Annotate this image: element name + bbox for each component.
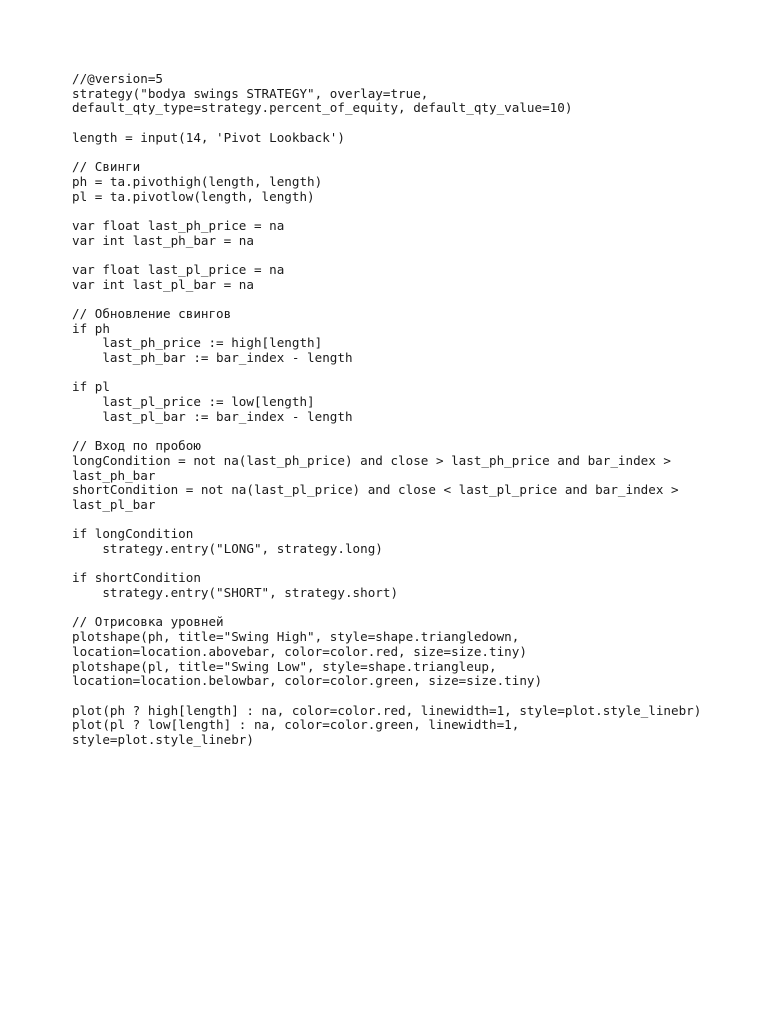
blank-line (72, 366, 712, 381)
code-line: // Свинги (72, 159, 141, 175)
code-line: last_pl_bar := bar_index - length (72, 408, 353, 424)
code-line: last_ph_price := high[length] (72, 335, 323, 351)
blank-line (72, 248, 712, 263)
code-line: // Отрисовка уровней (72, 614, 224, 630)
code-line: shortCondition = not na(last_pl_price) and close < last_pl_price and bar_index > (72, 482, 679, 498)
blank-line (72, 425, 712, 440)
code-line: plot(pl ? low[length] : na, color=color.green, linewidth=1, (72, 717, 520, 733)
code-line: length = input(14, 'Pivot Lookback') (72, 129, 345, 145)
code-line: strategy.entry("SHORT", strategy.short) (72, 585, 399, 601)
code-line: location=location.belowbar, color=color.green, size=size.tiny) (72, 673, 543, 689)
blank-line (72, 145, 712, 160)
code-line: strategy.entry("LONG", strategy.long) (72, 541, 383, 556)
blank-line (72, 557, 712, 572)
code-line: location=location.abovebar, color=color.red, size=size.tiny) (72, 643, 527, 659)
code-line: if pl (72, 379, 110, 395)
code-line: last_pl_price := low[length] (72, 394, 315, 410)
code-line: // Вход по пробою (72, 438, 201, 454)
code-line: var int last_ph_bar = na (72, 232, 254, 248)
code-line: plotshape(pl, title="Swing Low", style=shape.triangleup, (72, 658, 497, 674)
code-block (72, 72, 712, 748)
code-line: var float last_pl_price = na (72, 261, 285, 277)
code-line: if ph (72, 320, 110, 336)
code-line: // Обновление свингов (72, 306, 232, 321)
code-line: last_ph_bar := bar_index - length (72, 350, 353, 366)
code-line: ph = ta.pivothigh(length, length) (72, 173, 323, 189)
blank-line (72, 689, 712, 704)
code-line: if shortCondition (72, 570, 201, 586)
code-line: default_qty_type=strategy.percent_of_equity, default_qty_value=10) (72, 100, 573, 116)
code-line: var float last_ph_price = na (72, 217, 285, 233)
blank-line (72, 292, 712, 307)
blank-line (72, 116, 712, 131)
code-line: longCondition = not na(last_ph_price) and close > last_ph_price and bar_index > (72, 452, 671, 468)
code-line: //@version=5 (72, 71, 163, 86)
code-line: plotshape(ph, title="Swing High", style=shape.triangledown, (72, 629, 520, 645)
code-line: last_pl_bar (72, 496, 156, 512)
code-line: plot(ph ? high[length] : na, color=color.red, linewidth=1, style=plot.style_linebr) (72, 702, 702, 718)
code-line: pl = ta.pivotlow(length, length) (72, 188, 315, 204)
code-line: last_ph_bar (72, 467, 156, 483)
blank-line (72, 601, 712, 616)
code-line: if longCondition (72, 526, 194, 542)
code-line: var int last_pl_bar = na (72, 276, 254, 292)
blank-line (72, 204, 712, 219)
code-line: strategy("bodya swings STRATEGY", overlay=true, (72, 85, 429, 101)
blank-line (72, 513, 712, 528)
code-line: style=plot.style_linebr) (72, 731, 254, 747)
